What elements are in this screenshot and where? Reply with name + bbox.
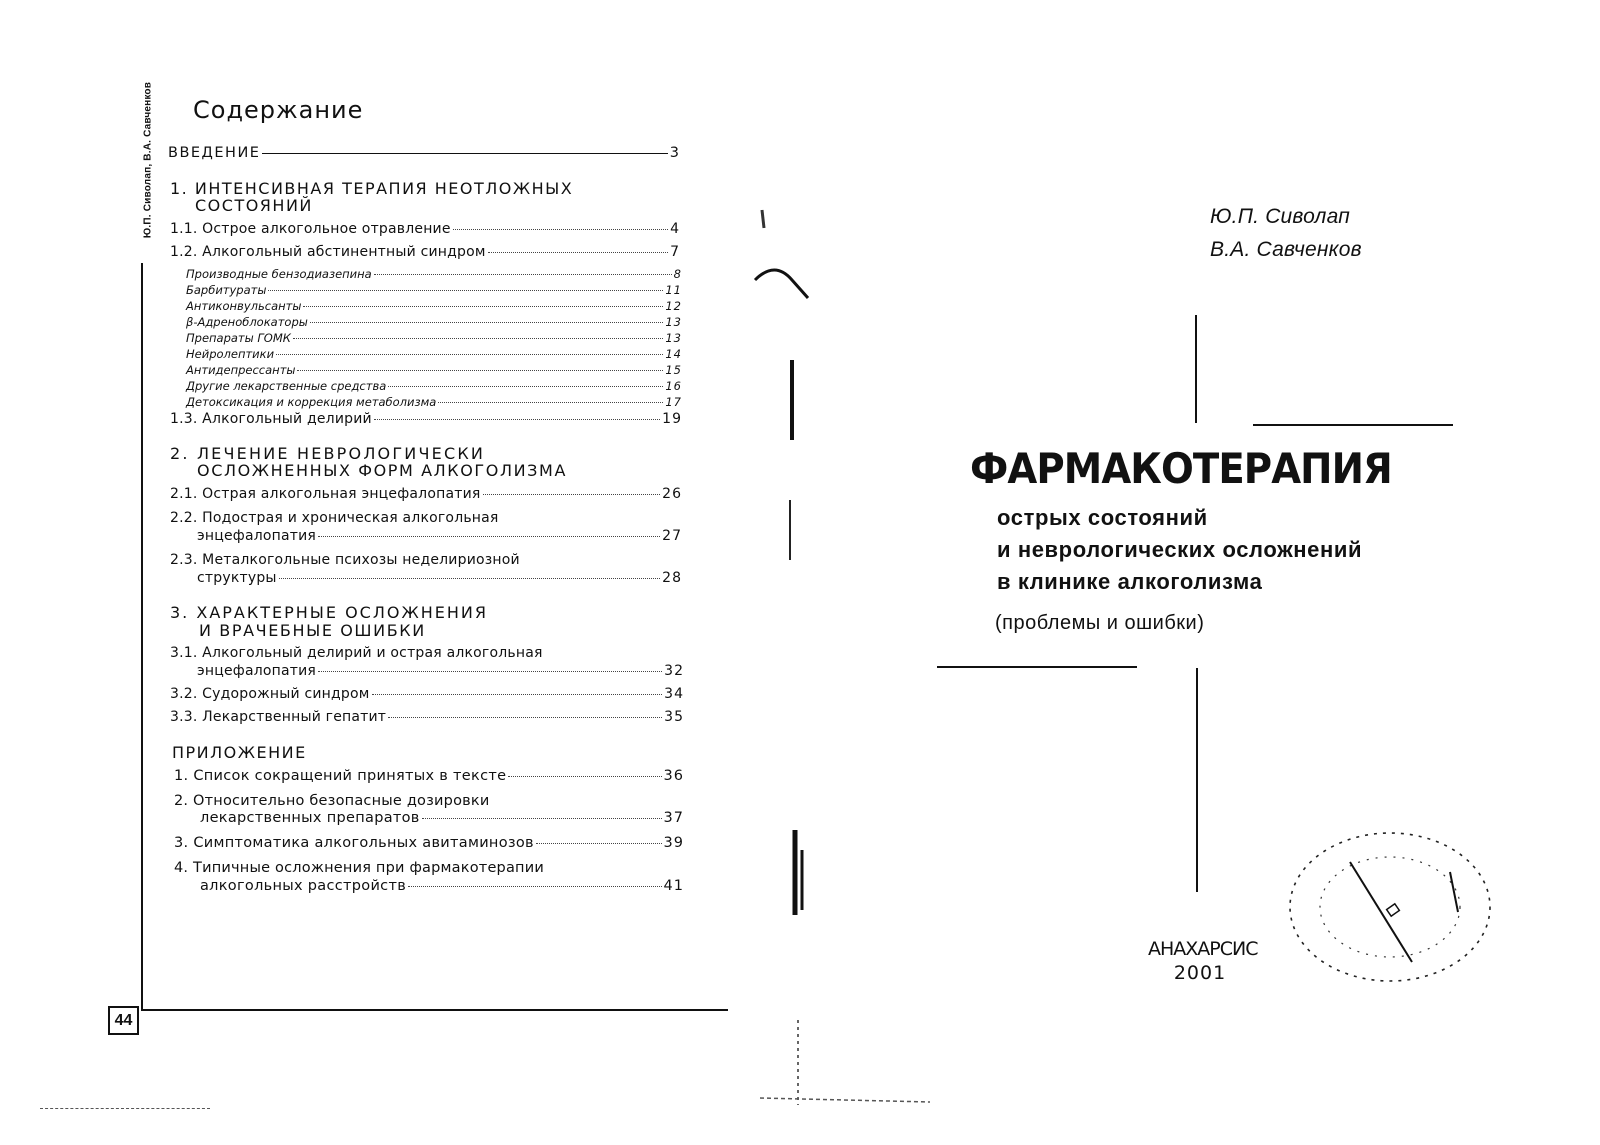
toc-entry-page: 8 xyxy=(673,267,682,281)
toc-entry-appendix-3 xyxy=(174,835,684,851)
toc-entry-title: Антидепрессанты xyxy=(186,363,296,377)
scan-edge xyxy=(40,1108,210,1110)
toc-entry-title: лекарственных препаратов xyxy=(200,810,420,826)
horizontal-rule-bottom xyxy=(937,666,1137,668)
toc-entry-page: 13 xyxy=(665,315,682,329)
toc-entry-title: Барбитураты xyxy=(186,283,267,297)
toc-title: Содержание xyxy=(193,96,364,124)
vertical-rule-top xyxy=(1195,315,1197,423)
toc-entry-page: 19 xyxy=(662,411,682,427)
toc-subentry xyxy=(186,395,682,409)
toc-entry-2-2-line1: 2.2. Подострая и хроническая алкогольная xyxy=(170,510,499,526)
toc-entry-page: 15 xyxy=(665,363,682,377)
toc-entry-intro xyxy=(168,145,680,161)
toc-entry-page: 7 xyxy=(670,244,680,260)
vertical-rule-bottom xyxy=(1196,668,1198,892)
toc-entry-3-1-line1: 3.1. Алкогольный делирий и острая алкогольная xyxy=(170,645,543,661)
page-number: 44 xyxy=(108,1006,139,1035)
footer-rule xyxy=(141,1009,728,1011)
toc-entry-title: 1. Список сокращений принятых в тексте xyxy=(174,768,507,784)
toc-subentry xyxy=(186,283,682,297)
toc-entry-title: 1.1. Острое алкогольное отравление xyxy=(170,221,451,237)
section-2-heading-cont: ОСЛОЖНЕННЫХ ФОРМ АЛКОГОЛИЗМА xyxy=(197,461,567,480)
toc-entry-2-3 xyxy=(197,570,682,586)
toc-entry-page: 12 xyxy=(665,299,682,313)
toc-entry-1-3 xyxy=(170,411,682,427)
toc-subentry xyxy=(186,299,682,313)
toc-entry-title: Детоксикация и коррекция метаболизма xyxy=(186,395,437,409)
toc-entry-title: Нейролептики xyxy=(186,347,275,361)
stamp-mark xyxy=(1350,862,1412,962)
section-3-heading-cont: И ВРАЧЕБНЫЕ ОШИБКИ xyxy=(199,621,426,640)
toc-entry-page: 35 xyxy=(664,709,684,725)
toc-entry-page: 27 xyxy=(662,528,682,544)
toc-entry-page: 28 xyxy=(662,570,682,586)
toc-entry-page: 3 xyxy=(669,145,680,161)
stamp-mark xyxy=(1387,904,1400,916)
toc-entry-title: Другие лекарственные средства xyxy=(186,379,387,393)
appendix-heading: ПРИЛОЖЕНИЕ xyxy=(172,743,307,762)
subtitle-line-2: и неврологических осложнений xyxy=(997,537,1363,562)
toc-entry-3-3 xyxy=(170,709,684,725)
toc-entry-page: 13 xyxy=(665,331,682,345)
toc-entry-page: 16 xyxy=(665,379,682,393)
fold-mark xyxy=(755,270,808,298)
toc-entry-appendix-2-line1: 2. Относительно безопасные дозировки xyxy=(174,793,490,809)
toc-entry-2-2 xyxy=(197,528,682,544)
author-2: В.А. Савченков xyxy=(1210,238,1362,261)
publisher-block xyxy=(1148,937,1258,985)
section-3-heading: 3. ХАРАКТЕРНЫЕ ОСЛОЖНЕНИЯ xyxy=(170,603,488,622)
toc-entry-title: Производные бензодиазепина xyxy=(186,267,372,281)
toc-entry-2-1 xyxy=(170,486,682,502)
toc-entry-1-1 xyxy=(170,221,680,237)
toc-entry-title: энцефалопатия xyxy=(197,663,317,679)
toc-entry-title: ВВЕДЕНИЕ xyxy=(168,145,261,161)
toc-entry-title: 2.1. Острая алкогольная энцефалопатия xyxy=(170,486,481,502)
toc-entry-title: структуры xyxy=(197,570,277,586)
subtitle-note: (проблемы и ошибки) xyxy=(995,612,1205,634)
toc-entry-appendix-4 xyxy=(200,878,684,894)
section-2-heading: 2. ЛЕЧЕНИЕ НЕВРОЛОГИЧЕСКИ xyxy=(170,444,486,463)
toc-entry-appendix-4-line1: 4. Типичные осложнения при фармакотерапии xyxy=(174,860,544,876)
section-1-heading-cont: СОСТОЯНИЙ xyxy=(195,196,313,215)
fold-mark xyxy=(762,210,764,228)
toc-subentry xyxy=(186,331,682,345)
toc-entry-title: алкогольных расстройств xyxy=(200,878,407,894)
toc-entry-3-1 xyxy=(197,663,684,679)
toc-entry-title: 3. Симптоматика алкогольных авитаминозов xyxy=(174,835,534,851)
toc-entry-page: 37 xyxy=(663,810,684,826)
toc-entry-3-2 xyxy=(170,686,684,702)
toc-entry-page: 4 xyxy=(670,221,680,237)
left-margin-rule xyxy=(141,263,143,1010)
toc-entry-title: Антиконвульсанты xyxy=(186,299,302,313)
toc-entry-2-3-line1: 2.3. Металкогольные психозы неделириозной xyxy=(170,552,520,568)
toc-subentry xyxy=(186,379,682,393)
toc-entry-1-2 xyxy=(170,244,680,260)
toc-entry-title: 1.3. Алкогольный делирий xyxy=(170,411,372,427)
toc-entry-page: 39 xyxy=(663,835,684,851)
toc-entry-appendix-1 xyxy=(174,768,684,784)
toc-entry-title: Препараты ГОМК xyxy=(186,331,291,345)
toc-entry-page: 26 xyxy=(662,486,682,502)
toc-subentry xyxy=(186,315,682,329)
stamp-mark xyxy=(1450,872,1458,912)
publisher-name: АНАХАРСИС xyxy=(1148,938,1258,960)
toc-entry-page: 34 xyxy=(664,686,684,702)
subtitle-line-1: острых состояний xyxy=(997,505,1208,530)
book-title: ФАРМАКОТЕРАПИЯ xyxy=(970,444,1392,493)
fold-mark xyxy=(760,1098,930,1102)
subtitle-line-3: в клинике алкоголизма xyxy=(997,569,1263,594)
toc-entry-page: 17 xyxy=(665,395,682,409)
toc-entry-appendix-2 xyxy=(200,810,684,826)
toc-entry-title: 1.2. Алкогольный абстинентный синдром xyxy=(170,244,486,260)
toc-entry-title: энцефалопатия xyxy=(197,528,317,544)
publication-year: 2001 xyxy=(1173,962,1227,984)
toc-subentry xyxy=(186,363,682,377)
toc-subentry xyxy=(186,267,682,281)
spine-authors: Ю.П. Сиволап, В.А. Савченков xyxy=(142,81,154,239)
toc-entry-page: 41 xyxy=(663,878,684,894)
toc-entry-page: 14 xyxy=(665,347,682,361)
toc-entry-title: 3.2. Судорожный синдром xyxy=(170,686,370,702)
scan-fold-artifacts xyxy=(740,0,940,1145)
horizontal-rule-top xyxy=(1253,424,1453,426)
section-1-heading: 1. ИНТЕНСИВНАЯ ТЕРАПИЯ НЕОТЛОЖНЫХ xyxy=(170,179,574,198)
library-stamp xyxy=(1280,822,1500,992)
toc-entry-title: 3.3. Лекарственный гепатит xyxy=(170,709,387,725)
author-1: Ю.П. Сиволап xyxy=(1210,205,1350,228)
toc-subentry xyxy=(186,347,682,361)
toc-entry-page: 11 xyxy=(665,283,682,297)
toc-entry-page: 36 xyxy=(663,768,684,784)
toc-entry-page: 32 xyxy=(664,663,684,679)
toc-entry-title: β-Адреноблокаторы xyxy=(186,315,308,329)
